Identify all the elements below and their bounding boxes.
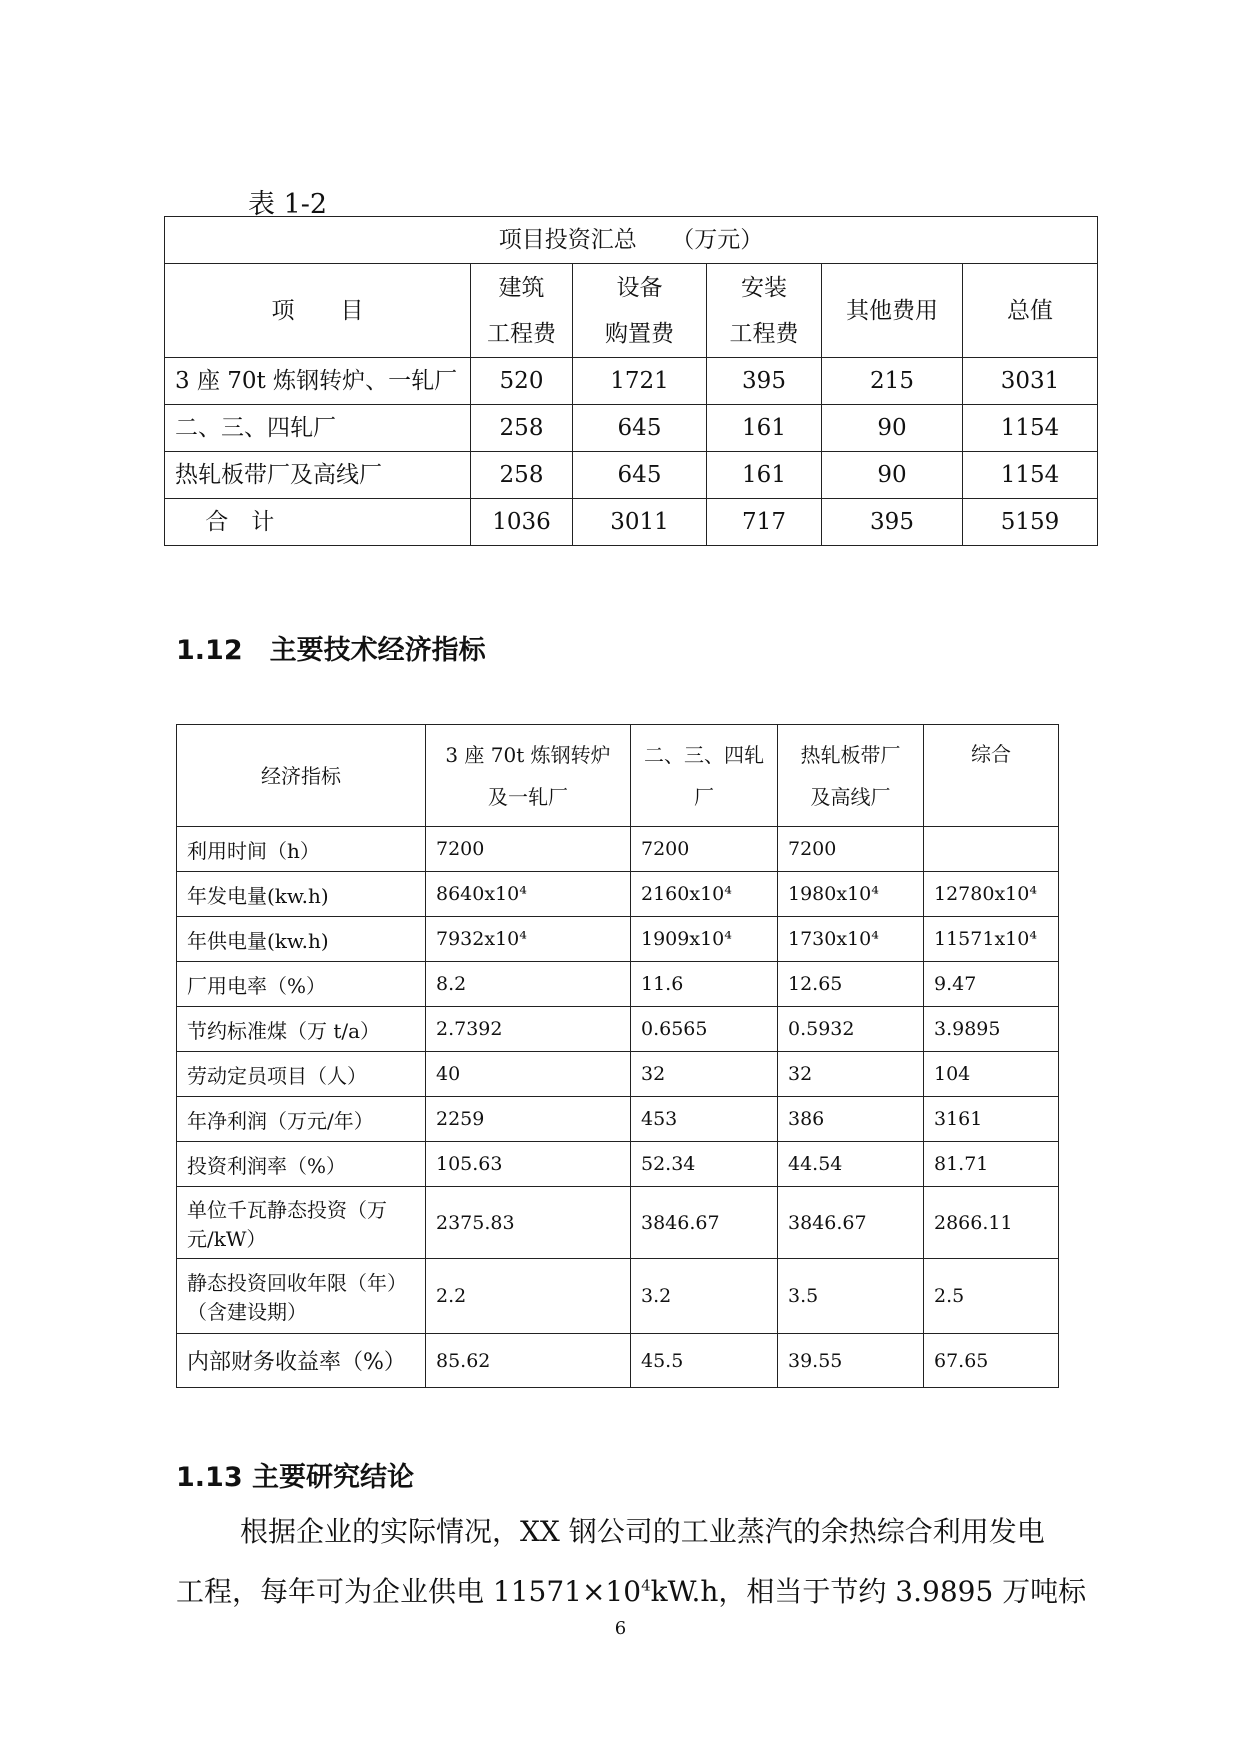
indicator-value: 2.5 [924,1259,1059,1334]
indicator-value: 45.5 [631,1334,778,1388]
indicator-value: 8640x10⁴ [426,872,631,917]
table-row [177,827,1059,872]
indicator-value: 0.5932 [778,1007,924,1052]
table-row [177,917,1059,962]
indicator-value: 9.47 [924,962,1059,1007]
indicator-value: 81.71 [924,1142,1059,1187]
indicator-label: 静态投资回收年限（年）（含建设期） [177,1259,426,1334]
indicator-value: 7200 [426,827,631,872]
header-build: 建筑 工程费 [471,264,573,358]
table-title: 项目投资汇总 （万元） [165,217,1098,264]
table-caption: 表 1-2 [248,189,328,220]
indicator-label: 单位千瓦静态投资（万元/kW） [177,1187,426,1259]
indicator-value: 32 [631,1052,778,1097]
indicator-value: 2.2 [426,1259,631,1334]
indicator-value: 8.2 [426,962,631,1007]
indicator-value: 3.9895 [924,1007,1059,1052]
economic-indicators-table [176,724,1059,1388]
indicator-value: 3161 [924,1097,1059,1142]
table-row-total: 合 计 1036 3011 717 395 5159 [165,499,1098,546]
indicator-value: 2866.11 [924,1187,1059,1259]
indicator-value: 2375.83 [426,1187,631,1259]
indicator-value: 7200 [778,827,924,872]
header-item: 项 目 [165,264,471,358]
page-number: 6 [614,1618,627,1639]
indicator-value: 11571x10⁴ [924,917,1059,962]
indicator-value: 67.65 [924,1334,1059,1388]
indicator-value: 1909x10⁴ [631,917,778,962]
header-col3: 热轧板带厂 及高线厂 [778,725,924,827]
indicator-value [924,827,1059,872]
table-row [177,1259,1059,1334]
indicator-value: 2.7392 [426,1007,631,1052]
indicator-value: 3846.67 [778,1187,924,1259]
indicator-label: 内部财务收益率（%） [177,1334,426,1388]
header-install: 安装 工程费 [707,264,822,358]
indicator-value: 2160x10⁴ [631,872,778,917]
header-indicator: 经济指标 [177,725,426,827]
indicator-value: 1980x10⁴ [778,872,924,917]
indicator-value: 52.34 [631,1142,778,1187]
table-row: 二、三、四轧厂 258 645 161 90 1154 [165,405,1098,452]
conclusion-paragraph-line1: 根据企业的实际情况，XX 钢公司的工业蒸汽的余热综合利用发电 [240,1515,1045,1548]
header-col1: 3 座 70t 炼钢转炉 及一轧厂 [426,725,631,827]
table-row [177,872,1059,917]
header-col2: 二、三、四轧 厂 [631,725,778,827]
table-row: 3 座 70t 炼钢转炉、一轧厂 520 1721 395 215 3031 [165,358,1098,405]
indicator-label: 年供电量(kw.h) [177,917,426,962]
indicator-value: 85.62 [426,1334,631,1388]
indicator-value: 453 [631,1097,778,1142]
indicator-label: 利用时间（h） [177,827,426,872]
indicator-value: 32 [778,1052,924,1097]
section-heading-1-12: 1.12 主要技术经济指标 [176,635,486,666]
header-total: 总值 [963,264,1098,358]
header-equip: 设备 购置费 [573,264,707,358]
indicator-value: 3.5 [778,1259,924,1334]
indicator-label: 年净利润（万元/年） [177,1097,426,1142]
indicator-label: 投资利润率（%） [177,1142,426,1187]
section-heading-1-13: 1.13 主要研究结论 [176,1462,415,1493]
table-row: 热轧板带厂及高线厂 258 645 161 90 1154 [165,452,1098,499]
indicator-value: 386 [778,1097,924,1142]
indicator-label: 劳动定员项目（人） [177,1052,426,1097]
table-row [177,1334,1059,1388]
indicator-value: 7932x10⁴ [426,917,631,962]
indicator-value: 2259 [426,1097,631,1142]
indicator-value: 1730x10⁴ [778,917,924,962]
indicator-value: 7200 [631,827,778,872]
indicator-value: 3.2 [631,1259,778,1334]
table-row [177,1187,1059,1259]
indicator-label: 年发电量(kw.h) [177,872,426,917]
indicator-value: 12.65 [778,962,924,1007]
indicator-label: 节约标准煤（万 t/a） [177,1007,426,1052]
table-row [177,1007,1059,1052]
indicator-value: 0.6565 [631,1007,778,1052]
indicator-value: 105.63 [426,1142,631,1187]
indicator-value: 40 [426,1052,631,1097]
header-col4: 综合 [924,725,1059,827]
indicator-label: 厂用电率（%） [177,962,426,1007]
table-row [177,1052,1059,1097]
indicator-value: 12780x10⁴ [924,872,1059,917]
indicator-value: 104 [924,1052,1059,1097]
header-other: 其他费用 [822,264,963,358]
table-row [177,1142,1059,1187]
indicator-value: 11.6 [631,962,778,1007]
table-row [177,1097,1059,1142]
indicator-value: 39.55 [778,1334,924,1388]
indicator-value: 44.54 [778,1142,924,1187]
indicator-value: 3846.67 [631,1187,778,1259]
conclusion-paragraph-line2: 工程，每年可为企业供电 $11571\times 10^4kW.h$，相当于节约 3.9895 万吨标 [176,1575,1087,1608]
table-row [177,962,1059,1007]
investment-summary-table [164,216,1098,546]
